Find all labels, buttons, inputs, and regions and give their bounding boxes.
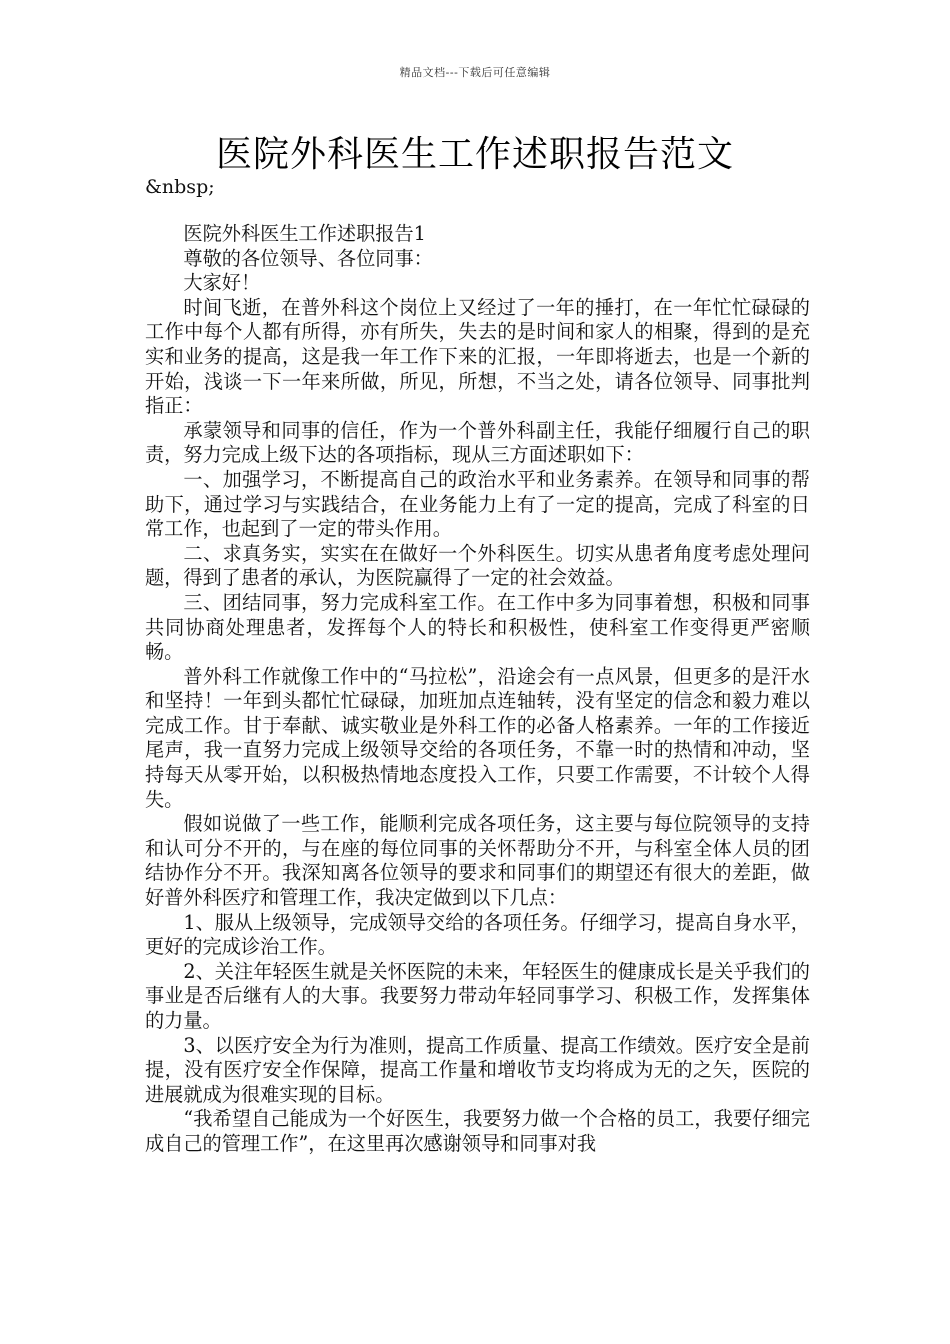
paragraph: 医院外科医生工作述职报告1 (183, 222, 426, 245)
paragraph: 时间飞逝，在普外科这个岗位上又经过了一年的捶打，在一年忙忙碌碌的工作中每个人都有所得，亦有所失，失去的是时间和家人的相聚，得到的是充实和业务的提高，这是我一年工作下来的汇报，一年即将逝去，也是一个新的开始，浅谈一下一年来所做，所见，所想，不当之处，请各位领导、同事批判指正： (145, 295, 810, 418)
paragraph: 假如说做了一些工作，能顺利完成各项任务，这主要与每位院领导的支持和认可分不开的，与在座的每位同事的关怀帮助分不开，与科室全体人员的团结协作分不开。我深知离各位领导的要求和同事们的期望还有很大的差距，做好普外科医疗和管理工作，我决定做到以下几点： (145, 812, 810, 910)
document-title: 医院外科医生工作述职报告范文 (215, 134, 734, 175)
document-body (145, 222, 810, 1157)
paragraph: 三、团结同事，努力完成科室工作。在工作中多为同事着想，积极和同事共同协商处理患者，发挥每个人的特长和积极性，使科室工作变得更严密顺畅。 (145, 590, 810, 664)
paragraph: 2、关注年轻医生就是关怀医院的未来，年轻医生的健康成长是关乎我们的事业是否后继有人的大事。我要努力带动年轻同事学习、积极工作，发挥集体的力量。 (145, 959, 810, 1032)
paragraph: “我希望自己能成为一个好医生，我要努力做一个合格的员工，我要仔细完成自己的管理工作”，在这里再次感谢领导和同事对我 (145, 1107, 810, 1155)
paragraph: 普外科工作就像工作中的“马拉松”，沿途会有一点风景，但更多的是汗水和坚持！一年到头都忙忙碌碌，加班加点连轴转，没有坚定的信念和毅力难以完成工作。甘于奉献、诚实敬业是外科工作的必备人格素养。一年的工作接近尾声，我一直努力完成上级领导交给的各项任务，不靠一时的热情和冲动，坚持每天从零开始，以积极热情地态度投入工作，只要工作需要，不计较个人得失。 (145, 664, 810, 811)
paragraph: 承蒙领导和同事的信任，作为一个普外科副主任，我能仔细履行自己的职责，努力完成上级下达的各项指标，现从三方面述职如下： (145, 418, 810, 467)
paragraph: 1、服从上级领导，完成领导交给的各项任务。仔细学习，提高自身水平，更好的完成诊治工作。 (145, 910, 810, 959)
paragraph: 尊敬的各位领导、各位同事： (183, 246, 433, 270)
stray-nbsp-text: &nbsp; (145, 176, 215, 198)
paragraph: 3、以医疗安全为行为准则，提高工作质量、提高工作绩效。医疗安全是前提，没有医疗安全作保障，提高工作量和增收节支均将成为无的之矢，医院的进展就成为很难实现的目标。 (145, 1033, 810, 1106)
paragraph: 大家好！ (183, 271, 261, 295)
paragraph: 二、求真务实，实实在在做好一个外科医生。切实从患者角度考虑处理问题，得到了患者的承认，为医院赢得了一定的社会效益。 (145, 541, 810, 590)
page-header: 精品文档---下载后可任意编辑 (399, 66, 551, 79)
paragraph: 一、加强学习，不断提高自己的政治水平和业务素养。在领导和同事的帮助下，通过学习与实践结合，在业务能力上有了一定的提高，完成了科室的日常工作，也起到了一定的带头作用。 (145, 467, 810, 541)
